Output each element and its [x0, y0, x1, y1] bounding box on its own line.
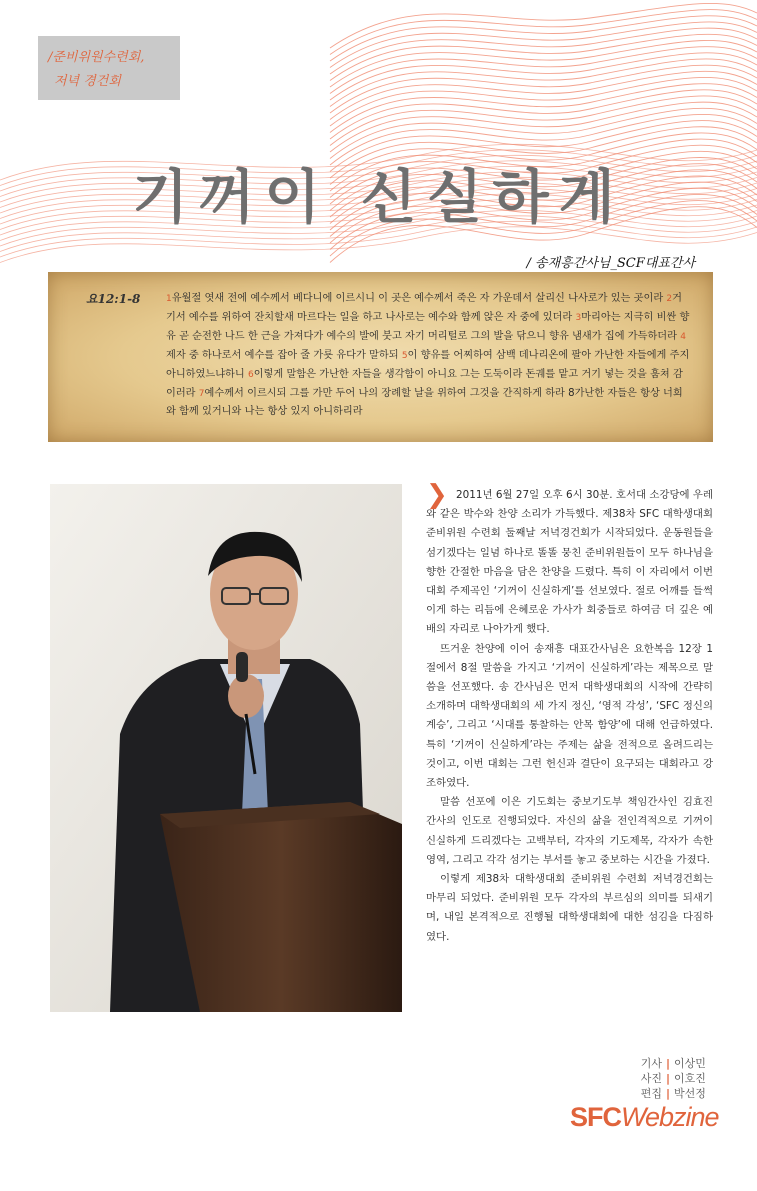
category-label — [38, 36, 180, 100]
article-title: 기꺼이 신실하게 — [132, 163, 625, 231]
scripture-box — [48, 272, 713, 442]
category-line-1: /준비위원수련회, — [48, 50, 145, 65]
chevron-right-icon: ❯ — [426, 480, 448, 510]
verse-number: 7 — [198, 388, 205, 399]
verse-text: 제자 중 하나로서 예수를 잡아 줄 가룟 유다가 말하되 — [166, 349, 402, 361]
credit-row — [596, 1086, 714, 1101]
verse-number: 2 — [666, 294, 673, 304]
verse-number: 5 — [401, 350, 408, 361]
article-paragraph: 말씀 선포에 이은 기도회는 중보기도부 책임간사인 김효진 간사의 인도로 진행되었다. 자신의 삶을 전인격적으로 기꺼이 신실하게 드리겠다는 고백부터, 각자의 기도제목, 각자가 속한 영역, 그리고 각각 섬기는 부서를 놓고 중보하는 시간을 가졌다. — [426, 796, 713, 866]
credit-separator: | — [665, 1072, 670, 1085]
scripture-text — [166, 290, 691, 421]
credit-name: 이호진 — [674, 1072, 706, 1085]
verse-number: 6 — [247, 369, 254, 380]
credit-name: 박선정 — [674, 1087, 706, 1100]
credits — [596, 1056, 714, 1101]
credit-role: 사진 — [640, 1072, 662, 1085]
article-paragraph: 이렇게 제38차 대학생대회 준비위원 수련회 저녁경건회는 마무리 되었다. 준비위원 모두 각자의 부르심의 의미를 되새기며, 내일 본격적으로 진행될 대학생대회에 대한 섬김을 다짐하였다. — [426, 873, 713, 943]
brand-sfc: SFC — [570, 1102, 621, 1132]
brand-webzine: Webzine — [621, 1102, 719, 1132]
verse-text: 이렇게 말함은 가난한 자들을 생각함이 아니요 그는 도둑이라 돈궤를 맡고 거기 넣는 것을 훔쳐 감이러라 — [166, 368, 683, 399]
brand-logo — [570, 1102, 719, 1133]
article-body — [426, 480, 713, 947]
verse-text: 예수께서 이르시되 그를 가만 두어 나의 장례할 날을 위하여 그것을 간직하게 하라 8가난한 자들은 항상 너희와 함께 있거니와 나는 항상 있지 아니하리라 — [166, 387, 683, 418]
verse-number: 3 — [575, 312, 582, 323]
verse-number: 1 — [166, 294, 172, 304]
article-paragraph: 2011년 6월 27일 오후 6시 30분. 호서대 소강당에 우레와 같은 박수와 찬양 소리가 가득했다. 제38차 SFC 대학생대회 준비위원 수련회 둘째날 저녁경건회가 시작되었다. 운동원들을 섬기겠다는 일념 하나로 똘똘 뭉친 준비위원들이 모두 하나님을 향한 간절한 마음을 담은 찬양을 드렸다. 특히 이 자리에서 이번 대회 주제곡인 ‘기꺼이 신실하게’를 선보였다. 절로 어깨를 들썩이게 하는 리듬에 은혜로운 가사가 회중들로 하여금 더 깊은 예배의 자리로 나아가게 했다. — [426, 489, 713, 636]
article-paragraph: 뜨거운 찬양에 이어 송재흥 대표간사님은 요한복음 12장 1절에서 8절 말씀을 가지고 ‘기꺼이 신실하게’라는 제목으로 말씀을 선포했다. 송 간사님은 먼저 대학생대회의 시작에 간략히 소개하며 대학생대회의 세 가지 정신, ‘영적 각성’, ‘SFC 정신의 계승’, 그리고 ‘시대를 통찰하는 안목 함양’에 대해 언급하였다. 특히 ‘기꺼이 신실하게’라는 주제는 삶을 전적으로 올려드리는 것이고, 이번 대회는 그런 헌신과 결단이 요구되는 대회라고 강조하였다. — [426, 642, 713, 790]
speaker-photo — [50, 484, 402, 1012]
credit-separator: | — [665, 1057, 670, 1070]
verse-number: 4 — [680, 331, 686, 342]
verse-text: 유월절 엿새 전에 예수께서 베다니에 이르시니 이 곳은 예수께서 죽은 자 가운데서 살리신 나사로가 있는 곳이라 — [171, 293, 667, 304]
credit-separator: | — [665, 1087, 670, 1100]
verse-text: 마리아는 지극히 비싼 향유 곧 순전한 나드 한 근을 가져다가 예수의 발에 붓고 자기 머리털로 그의 발을 닦으니 향유 냄새가 집에 가득하더라 — [166, 311, 690, 342]
credit-role: 편집 — [640, 1087, 662, 1100]
credit-role: 기사 — [640, 1057, 662, 1070]
verse-text: 이 향유를 어찌하여 삼백 데나리온에 팔아 가난한 자들에게 주지 아니하였느냐하니 — [166, 349, 690, 380]
scripture-reference: 요12:1-8 — [86, 292, 141, 306]
credit-row — [596, 1056, 714, 1071]
byline: / 송재흥간사님_SCF대표간사 — [526, 256, 695, 271]
category-line-2: 저녁 경건회 — [54, 74, 121, 89]
credit-row — [596, 1071, 714, 1086]
verse-text: 거기서 예수를 위하여 잔치할새 마르다는 일을 하고 나사로는 예수와 함께 앉은 자 중에 있더라 — [166, 293, 682, 323]
credit-name: 이상민 — [674, 1057, 706, 1070]
